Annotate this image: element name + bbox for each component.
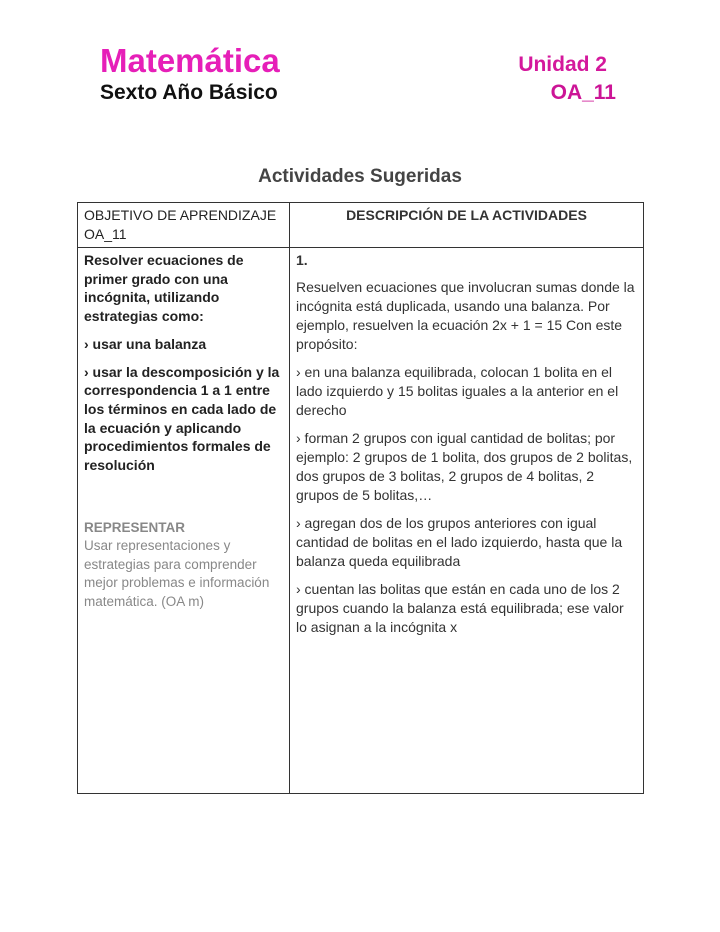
objective-text: Resolver ecuaciones de primer grado con una incógnita, utilizando estrategias como:	[84, 252, 244, 325]
activity-step: Resuelven ecuaciones que involucran sumas donde la incógnita está duplicada, usando una balanza. Por ejemplo, resuelven la ecuación 2x + 1 = 15 Con este propósito:	[296, 279, 635, 352]
activity-step: › cuentan las bolitas que están en cada uno de los 2 grupos cuando la balanza está equilibrada; ese valor lo asignan a la incógnita x	[296, 581, 624, 635]
objective-strategy: › usar una balanza	[84, 335, 207, 352]
skill-title: REPRESENTAR	[84, 519, 186, 535]
objective-cell	[78, 248, 290, 794]
section-title: Actividades Sugeridas	[258, 166, 462, 187]
objective-header: OBJETIVO DE APRENDIZAJE OA_11	[78, 203, 290, 248]
oa-label: OA_11	[550, 81, 616, 104]
description-header: DESCRIPCIÓN DE LA ACTIVIDADES	[290, 203, 644, 248]
table-header-row	[78, 203, 644, 248]
objective-strategy: › usar la descomposición y la correspondencia 1 a 1 entre los términos en cada lado de la ecuación y aplicando procedimientos formales de resolución	[84, 363, 280, 474]
activity-step: › forman 2 grupos con igual cantidad de bolitas; por ejemplo: 2 grupos de 1 bolita, dos grupos de 2 bolitas, dos grupos de 3 bolitas, 2 grupos de 4 bolitas, 2 grupos de 5 bolitas,…	[296, 430, 633, 503]
table-row	[78, 248, 644, 794]
grade-subtitle: Sexto Año Básico	[100, 81, 278, 104]
activity-step: › agregan dos de los grupos anteriores con igual cantidad de bolitas en el lado izquierdo, hasta que la balanza queda equilibrada	[296, 515, 623, 569]
subject-title: Matemática	[100, 42, 280, 79]
activities-table	[77, 202, 644, 794]
skill-text: Usar representaciones y estrategias para comprender mejor problemas e información matemática. (OA m)	[84, 538, 270, 609]
description-cell	[290, 248, 644, 794]
activity-step: › en una balanza equilibrada, colocan 1 bolita en el lado izquierdo y 15 bolitas iguales a la anterior en el derecho	[296, 364, 619, 418]
activity-number: 1.	[296, 252, 308, 268]
unit-label: Unidad 2	[518, 53, 607, 76]
skill-block	[84, 519, 283, 612]
